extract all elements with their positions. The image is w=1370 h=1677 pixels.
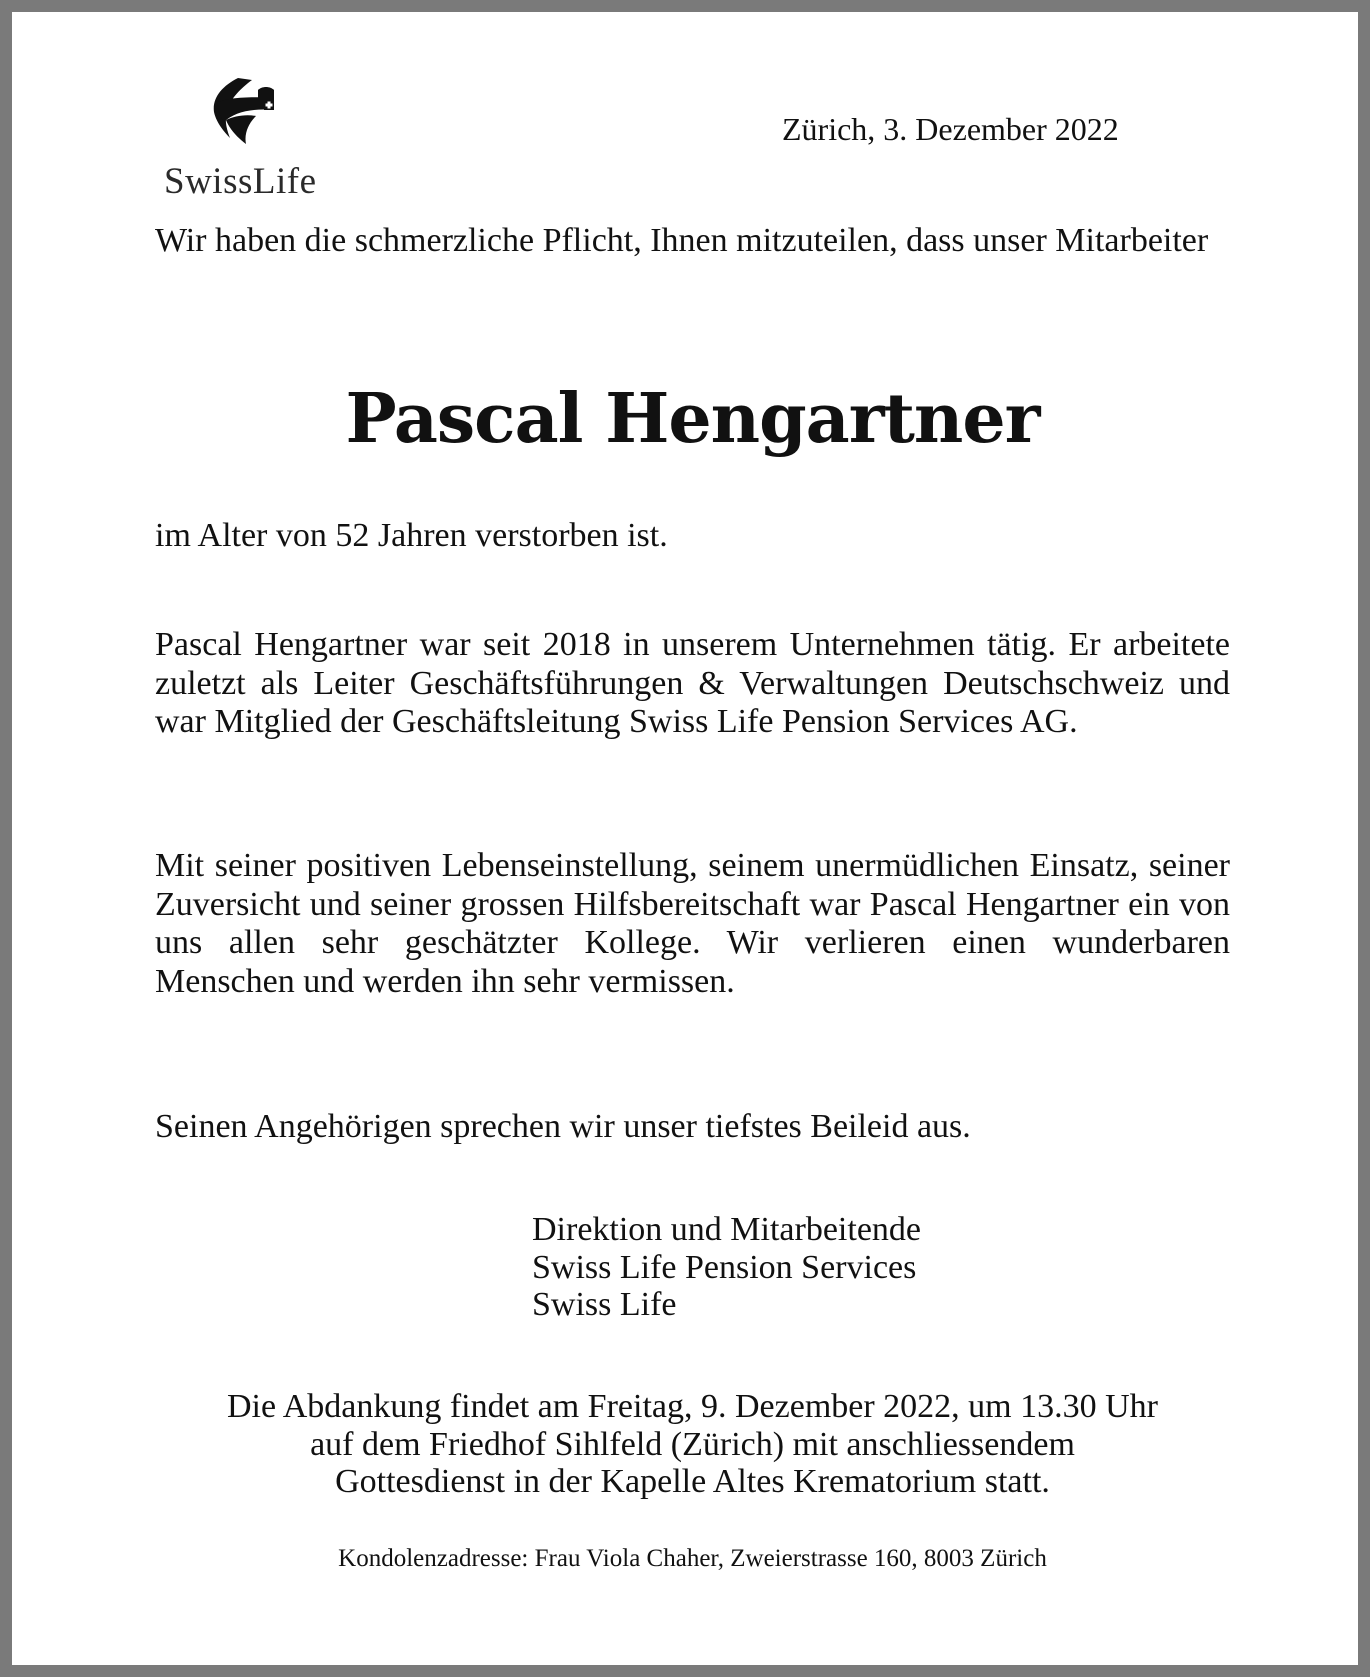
swisslife-logo <box>152 72 342 212</box>
tribute-paragraph: Mit seiner positiven Lebenseinstellung, seinem unermüdlichen Einsatz, seiner Zuversicht und seiner grossen Hilfsbereitschaft war Pascal Hengartner ein von uns allen sehr geschätzter Kollege. Wir verlieren einen wunderbaren Menschen und werden ihn sehr vermissen. <box>155 847 1230 1000</box>
intro-text: Wir haben die schmerzliche Pflicht, Ihnen mitzuteilen, dass unser Mitarbeiter <box>155 222 1209 259</box>
condolence-text: Seinen Angehörigen sprechen wir unser tiefstes Beileid aus. <box>155 1108 971 1145</box>
signatures <box>532 1211 921 1324</box>
career-paragraph: Pascal Hengartner war seit 2018 in unserem Unternehmen tätig. Er arbeitete zuletzt als Leiter Geschäftsführungen & Verwaltungen Deutschschweiz und war Mitglied der Geschäftsleitung Swiss Life Pension Services AG. <box>155 626 1230 740</box>
condolence-address: Kondolenzadresse: Frau Viola Chaher, Zweierstrasse 160, 8003 Zürich <box>338 1545 1047 1572</box>
service-line: Die Abdankung findet am Freitag, 9. Dezember 2022, um 13.30 Uhr <box>226 1388 1158 1425</box>
signature-line: Swiss Life <box>532 1286 677 1323</box>
service-line: auf dem Friedhof Sihlfeld (Zürich) mit anschliessendem <box>310 1425 1075 1463</box>
brand-wordmark: SwissLife <box>164 161 317 202</box>
funeral-service-info <box>155 1388 1230 1501</box>
deceased-name: Pascal Hengartner <box>345 379 1040 459</box>
swisslife-emblem-icon <box>204 72 294 152</box>
obituary-page <box>12 12 1358 1665</box>
place-date: Zürich, 3. Dezember 2022 <box>782 111 1119 147</box>
signature-line: Swiss Life Pension Services <box>532 1248 917 1286</box>
service-line: Gottesdienst in der Kapelle Altes Krematorium statt. <box>335 1463 1050 1500</box>
signature-line: Direktion und Mitarbeitende <box>532 1211 922 1248</box>
age-text: im Alter von 52 Jahren verstorben ist. <box>155 517 668 554</box>
